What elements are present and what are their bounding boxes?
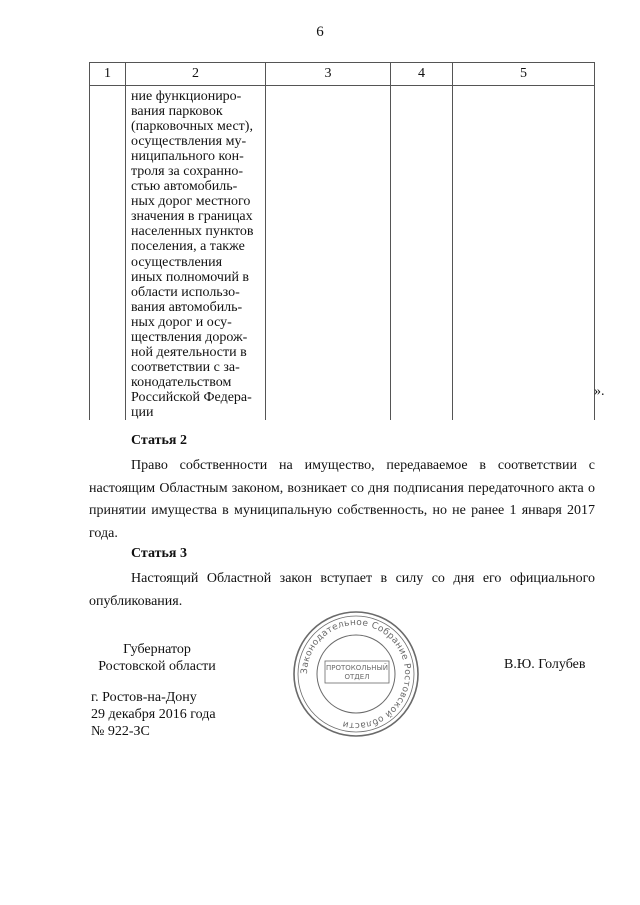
table-cell-text: ние функциониро- вания парковок (парковочных мест), осуществления му- ниципального кон- троля за сохранно- стью автомобиль- ных дорог местного значения в границах населенных пунктов поселения, а также осуществления иных полномочий в области использо- вания автомобиль- ных дорог и осу- ществления дорож- ной деятельности в соответствии с за- конодательством Российской Федера- ции xyxy=(131,89,254,420)
article-3-paragraph xyxy=(89,568,595,613)
column-header-1: 1 xyxy=(90,63,126,86)
allocation-table xyxy=(89,62,595,420)
table-cell-2 xyxy=(126,86,266,421)
column-header-4: 4 xyxy=(391,63,453,86)
article-3-text: Настоящий Областной закон вступает в силу со дня его официального опубликования. xyxy=(89,571,595,609)
stamp-center-line-2: ОТДЕЛ xyxy=(344,673,370,681)
signatory-title-line-2: Ростовской области xyxy=(98,659,216,674)
table-row xyxy=(90,86,595,421)
signatory-title xyxy=(92,641,222,675)
table-cell-3 xyxy=(266,86,391,421)
article-2-paragraph xyxy=(89,455,595,545)
official-stamp xyxy=(291,609,421,739)
signatory-name: В.Ю. Голубев xyxy=(504,657,586,672)
article-2-text: Право собственности на имущество, передаваемое в соответствии с настоящим Областным законом, возникает со дня подписания передаточного акта о принятии имущества в муниципальную собственность, но не ранее 1 января 2017 года. xyxy=(89,458,595,541)
column-header-5: 5 xyxy=(453,63,595,86)
table-header-row xyxy=(90,63,595,86)
place-date-number: г. Ростов-на-Дону 29 декабря 2016 года № 922-ЗС xyxy=(91,690,216,739)
stamp-ring-text: Законодательное Собрание Ростовской области xyxy=(299,617,413,731)
table-cell-1 xyxy=(90,86,126,421)
table-cell-5 xyxy=(453,86,595,421)
signatory-title-line-1: Губернатор xyxy=(123,642,191,657)
article-3-heading: Статья 3 xyxy=(131,546,187,561)
article-2-heading: Статья 2 xyxy=(131,433,187,448)
table-cell-4 xyxy=(391,86,453,421)
closing-quote: ». xyxy=(594,384,605,399)
page-number: 6 xyxy=(316,24,324,40)
column-header-2: 2 xyxy=(126,63,266,86)
column-header-3: 3 xyxy=(266,63,391,86)
stamp-center-line-1: ПРОТОКОЛЬНЫЙ xyxy=(325,664,389,672)
